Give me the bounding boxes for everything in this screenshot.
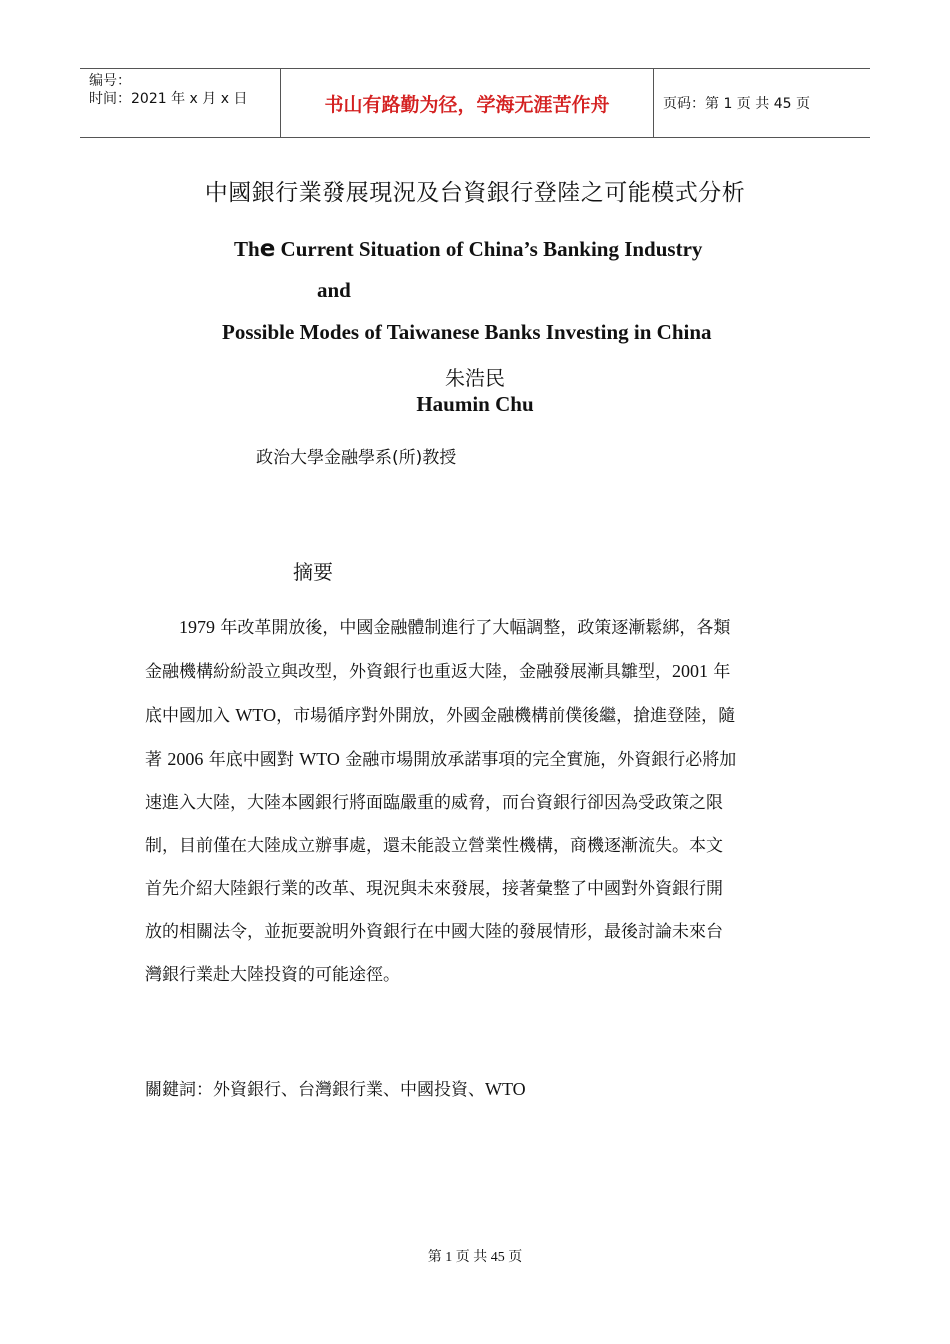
text: 底中國加入	[145, 706, 236, 726]
abstract-line-1	[145, 606, 805, 650]
title-english-line-2: and	[317, 278, 351, 302]
title-english-line-1	[234, 236, 702, 262]
abstract-line-2	[145, 650, 805, 694]
keywords	[145, 1075, 526, 1100]
title-en-e: e	[259, 236, 276, 262]
text: 金融市場開放承諾事項的完全實施，外資銀行必將加	[339, 750, 737, 770]
author-chinese: 朱浩民	[445, 366, 505, 390]
title-english-line-3: Possible Modes of Taiwanese Banks Investing in China	[222, 320, 712, 344]
text: 金融機構紛紛設立與改型，外資銀行也重返大陸，金融發展漸具雛型，	[145, 662, 672, 682]
year-1979: 1979	[179, 617, 215, 637]
header-meta	[80, 69, 281, 137]
title-en-prefix: Th	[234, 237, 260, 261]
year-2001: 2001	[672, 661, 708, 681]
keywords-label: 關鍵詞：外資銀行、台灣銀行業、中國投資、	[145, 1080, 485, 1100]
abstract-heading: 摘要	[293, 560, 333, 584]
document-header	[80, 68, 870, 138]
abstract-body	[145, 606, 805, 997]
abstract-line-3	[145, 694, 805, 738]
wto-term: WTO	[299, 749, 340, 769]
author-english: Haumin Chu	[416, 392, 534, 416]
affiliation: 政治大學金融學系(所)教授	[256, 448, 457, 468]
text: ，市場循序對外開放，外國金融機構前僕後繼，搶進登陸，隨	[276, 706, 736, 726]
abstract-line-6: 制，目前僅在大陸成立辦事處，還未能設立營業性機構，商機逐漸流失。本文	[145, 836, 723, 856]
abstract-line-5: 速進入大陸，大陸本國銀行將面臨嚴重的威脅，而台資銀行卻因為受政策之限	[145, 793, 723, 813]
abstract-line-7: 首先介紹大陸銀行業的改革、現況與未來發展，接著彙整了中國對外資銀行開	[145, 879, 723, 899]
page-footer: 第 1 页 共 45 页	[427, 1250, 523, 1265]
abstract-line-8: 放的相關法令，並扼要說明外資銀行在中國大陸的發展情形，最後討論未來台	[145, 922, 723, 942]
wto-term: WTO	[235, 705, 277, 725]
text: 年改革開放後，中國金融體制進行了大幅調整，政策逐漸鬆綁，各類	[215, 618, 731, 638]
text: 年	[708, 662, 731, 682]
keyword-wto: WTO	[485, 1079, 526, 1099]
indent	[145, 618, 179, 638]
abstract-line-9: 灣銀行業赴大陸投資的可能途徑。	[145, 965, 400, 985]
header-page-info: 页码：第 1 页 共 45 页	[663, 96, 810, 112]
title-chinese: 中國銀行業發展現況及台資銀行登陸之可能模式分析	[204, 180, 746, 206]
header-motto: 书山有路勤为径，学海无涯苦作舟	[281, 69, 654, 137]
text: 年底中國對	[203, 750, 300, 770]
text: 著	[145, 750, 168, 770]
number-label: 编号：	[89, 73, 131, 89]
title-en-rest: Current Situation of China’s Banking Industry	[275, 237, 703, 261]
abstract-line-4	[145, 738, 805, 782]
year-2006: 2006	[167, 749, 204, 769]
time-label: 时间：2021 年 x 月 x 日	[89, 91, 248, 107]
